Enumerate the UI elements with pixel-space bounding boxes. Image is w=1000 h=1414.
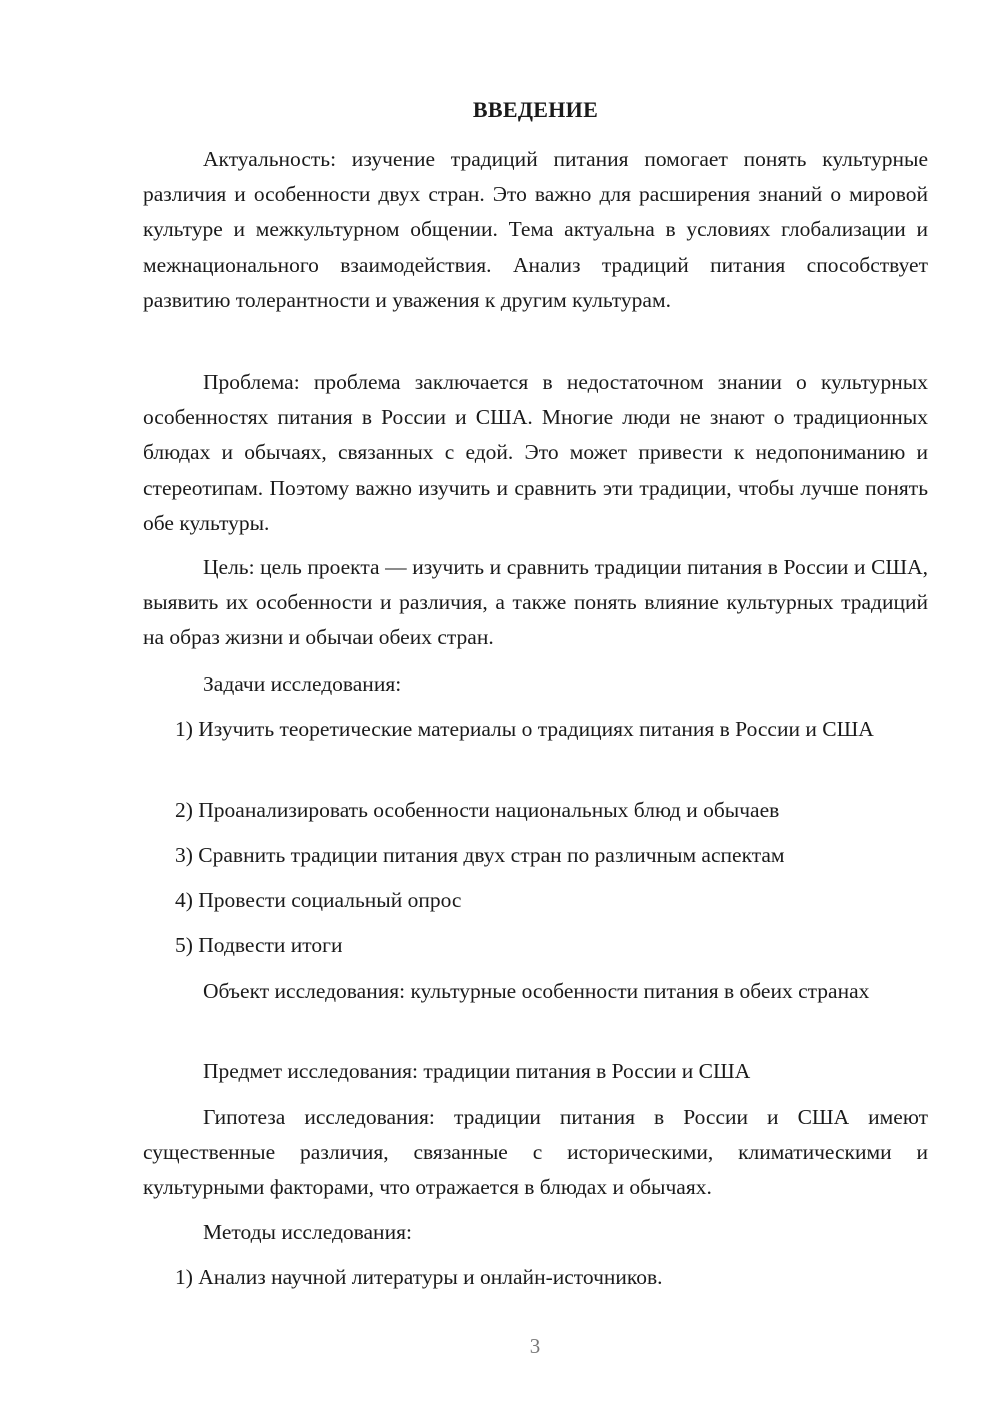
task-item-3: 3) Сравнить традиции питания двух стран по различным аспектам [175, 843, 785, 867]
paragraph-subject: Предмет исследования: традиции питания в России и США [203, 1059, 751, 1083]
section-title: ВВЕДЕНИЕ [472, 97, 599, 122]
task-item-4: 4) Провести социальный опрос [175, 888, 462, 912]
paragraph-object: Объект исследования: культурные особенности питания в обеих странах [203, 979, 870, 1003]
paragraph-goal: Цель: цель проекта — изучить и сравнить традиции питания в России и США, выявить их особенности и различия, а также понять влияние культурных традиций на образ жизни и обычаи обеих стран. [143, 555, 928, 650]
task-item-5: 5) Подвести итоги [175, 933, 343, 957]
methods-heading: Методы исследования: [203, 1220, 412, 1244]
method-item-1: 1) Анализ научной литературы и онлайн-источников. [175, 1265, 663, 1289]
tasks-heading: Задачи исследования: [203, 672, 402, 696]
page-number: 3 [529, 1334, 541, 1358]
task-item-1: 1) Изучить теоретические материалы о традициях питания в России и США [175, 717, 874, 741]
paragraph-relevance: Актуальность: изучение традиций питания помогает понять культурные различия и особенности двух стран. Это важно для расширения знаний о мировой культуре и межкультурном общении. Тема актуальна в условиях глобализации и межнационального взаимодействия. Анализ традиций питания способствует развитию толерантности и уважения к другим культурам. [143, 147, 928, 312]
paragraph-problem: Проблема: проблема заключается в недостаточном знании о культурных особенностях питания в России и США. Многие люди не знают о традиционных блюдах и обычаях, связанных с едой. Это может привести к недопониманию и стереотипам. Поэтому важно изучить и сравнить эти традиции, чтобы лучше понять обе культуры. [143, 370, 928, 535]
paragraph-hypothesis: Гипотеза исследования: традиции питания в России и США имеют существенные различия, связанные с историческими, климатическими и культурными факторами, что отражается в блюдах и обычаях. [143, 1105, 928, 1200]
task-item-2: 2) Проанализировать особенности национальных блюд и обычаев [175, 798, 780, 822]
